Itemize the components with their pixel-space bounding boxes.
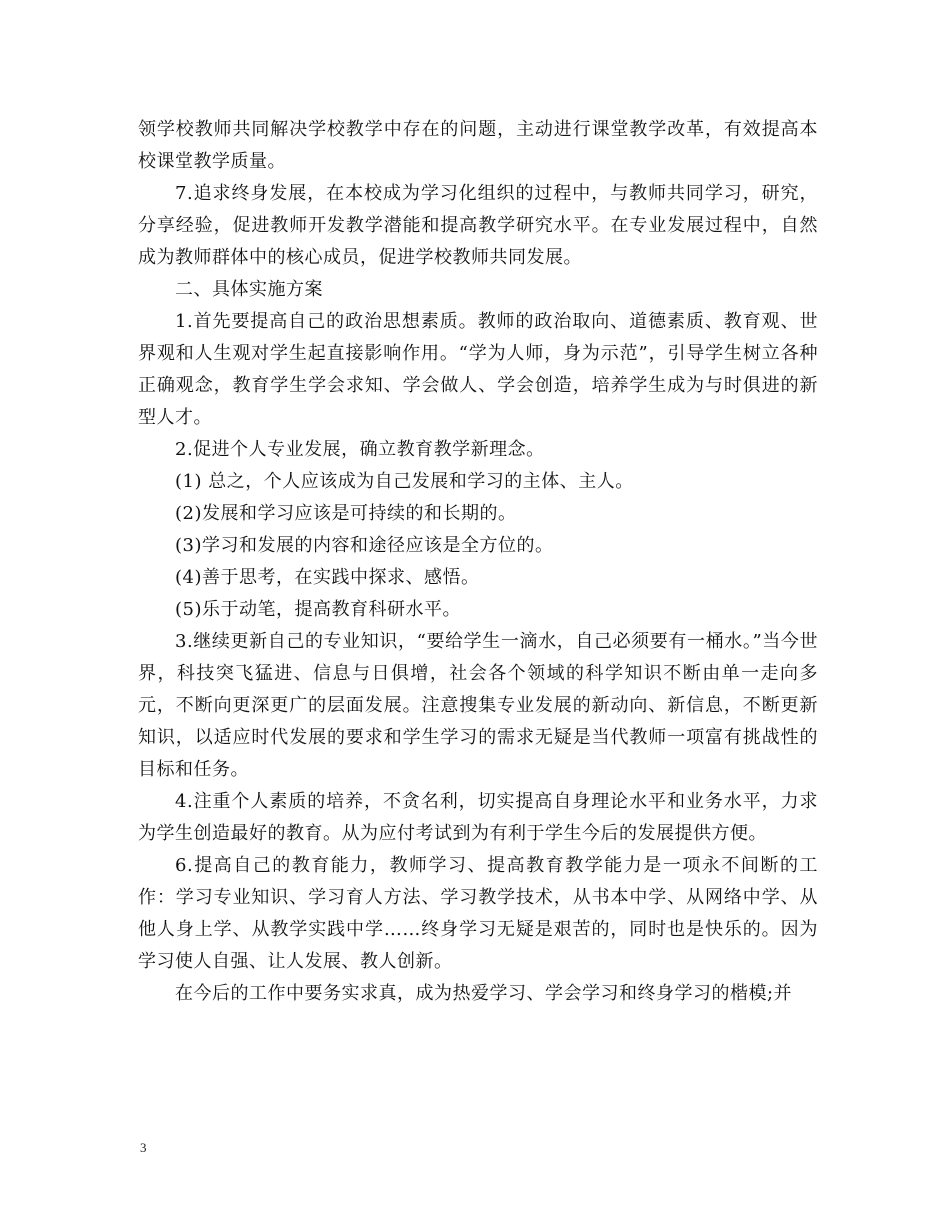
- paragraph-item-7: 7.追求终身发展，在本校成为学习化组织的过程中，与教师共同学习，研究，分享经验，促进教师开发教学潜能和提高教学研究水平。在专业发展过程中，自然成为教师群体中的核心成员，促进学校教师共同发展。: [138, 183, 818, 268]
- paragraph-item-2: 2.促进个人专业发展，确立教育教学新理念。: [175, 439, 545, 460]
- page-number: 3: [140, 1140, 147, 1155]
- paragraph-item-3: 3.继续更新自己的专业知识，“要给学生一滴水，自己必须要有一桶水。”当今世界，科技突飞猛进、信息与日俱增，社会各个领域的科学知识不断由单一走向多元，不断向更深更广的层面发展。注意搜集专业发展的新动向、新信息，不断更新知识，以适应时代发展的要求和学生学习的需求无疑是当代教师一项富有挑战性的目标和任务。: [138, 631, 818, 780]
- list-item-5: (5)乐于动笔，提高教育科研水平。: [175, 599, 461, 620]
- paragraph-closing: 在今后的工作中要务实求真，成为热爱学习、学会学习和终身学习的楷模;并: [175, 983, 793, 1004]
- paragraph-continued: 领学校教师共同解决学校教学中存在的问题，主动进行课堂教学改革，有效提高本校课堂教学质量。: [138, 119, 818, 172]
- paragraph-item-1: 1.首先要提高自己的政治思想素质。教师的政治取向、道德素质、教育观、世界观和人生观对学生起直接影响作用。“学为人师，身为示范”，引导学生树立各种正确观念，教育学生学会求知、学会做人、学会创造，培养学生成为与时俱进的新型人才。: [138, 311, 818, 428]
- list-item-4: (4)善于思考，在实践中探求、感悟。: [175, 567, 480, 588]
- paragraph-item-6: 6.提高自己的教育能力，教师学习、提高教育教学能力是一项永不间断的工作：学习专业知识、学习育人方法、学习教学技术，从书本中学、从网络中学、从他人身上学、从教学实践中学……终身学习无疑是艰苦的，同时也是快乐的。因为学习使人自强、让人发展、教人创新。: [138, 855, 818, 972]
- list-item-1: (1) 总之，个人应该成为自己发展和学习的主体、主人。: [175, 471, 634, 492]
- list-item-3: (3)学习和发展的内容和途径应该是全方位的。: [175, 535, 554, 556]
- list-item-2: (2)发展和学习应该是可持续的和长期的。: [175, 503, 517, 524]
- page-body: [138, 114, 818, 1010]
- paragraph-item-4: 4.注重个人素质的培养，不贪名利，切实提高自身理论水平和业务水平，力求为学生创造最好的教育。从为应付考试到为有利于学生今后的发展提供方便。: [138, 791, 818, 844]
- section-heading: 二、具体实施方案: [175, 279, 323, 300]
